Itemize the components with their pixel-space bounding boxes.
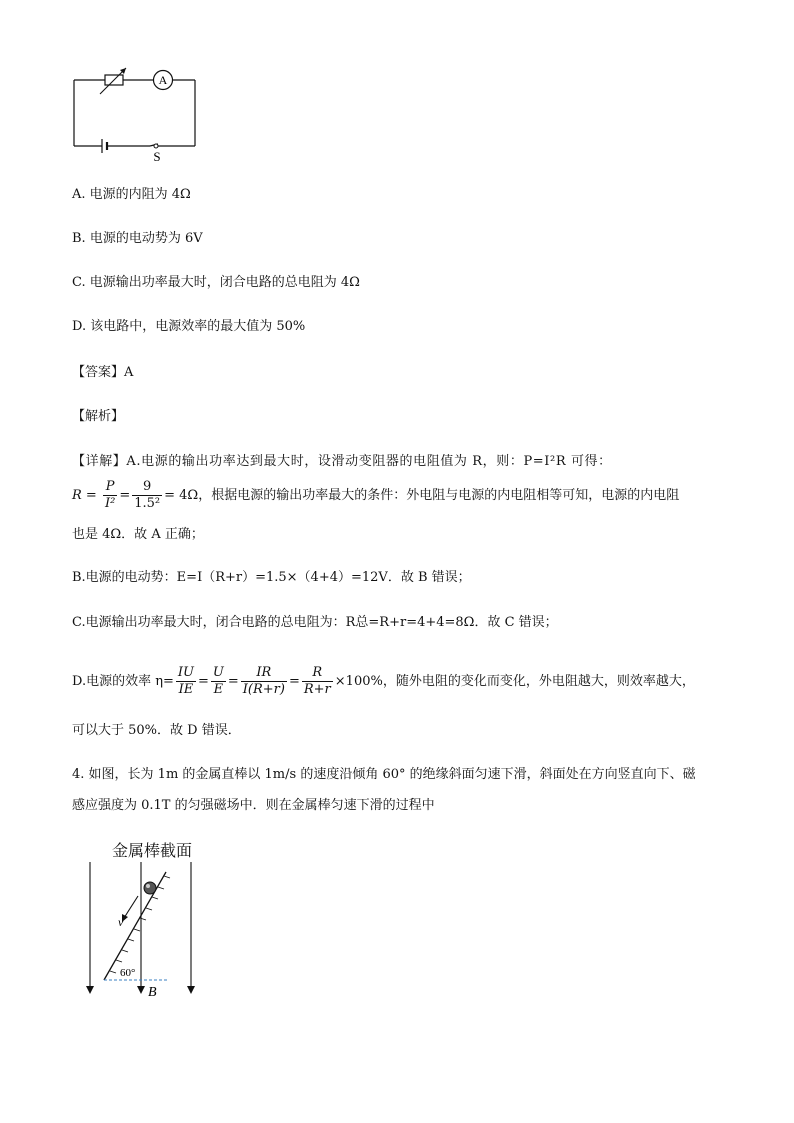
d-frac-3: $\frac{IR}{I(R+r)}$ <box>242 665 285 697</box>
detail-text-1: A.电源的输出功率达到最大时，设滑动变阻器的电阻值为 R，则：P=I²R 可得： <box>126 454 612 469</box>
option-d: D. 该电路中，电源效率的最大值为 50% <box>72 319 306 334</box>
d-frac-4: $\frac{R}{R+r}$ <box>303 665 331 697</box>
answer-line <box>72 364 133 382</box>
answer-value: A <box>124 365 134 380</box>
question4-line-2: 感应强度为 0.1T 的匀强磁场中．则在金属棒匀速下滑的过程中 <box>72 798 435 813</box>
analysis-tag: 【解析】 <box>72 409 125 424</box>
ammeter-label: A <box>158 73 168 87</box>
d-suffix: ×100%，随外电阻的变化而变化，外电阻越大，则效率越大， <box>334 674 695 689</box>
detail-line-2: R = $\frac{P}{\text{I²}}$ = $\frac{9}{\text{1.5²}}$ = 4Ω，根据电源的输出功率最大的条件：外电阻与电源的内电阻相等可知，电源的内电阻 <box>72 479 680 511</box>
field-label: B <box>148 985 157 1000</box>
rod-cross-section <box>144 882 156 894</box>
detail-c: C.电源输出功率最大时，闭合电路的总电阻为：R总=R+r=4+4=8Ω．故 C 错误； <box>72 615 558 630</box>
circuit-diagram <box>60 62 210 166</box>
detail-line-3: 也是 4Ω．故 A 正确； <box>72 527 204 542</box>
detail-text-2: ，根据电源的输出功率最大的条件：外电阻与电源的内电阻相等可知，电源的内电阻 <box>198 488 680 503</box>
eq-rhs: = 4Ω <box>164 488 199 503</box>
detail-d-1: D.电源的效率 η= $\frac{IU}{IE}$ = $\frac{U}{E}$ = $\frac{IR}{I(R+r)}$ = $\frac{R}{R+r}$ ×100%，随外电阻的变化而变化，外电阻越大，则效率越大， <box>72 665 695 697</box>
velocity-label: v <box>118 915 124 929</box>
angle-label: 60° <box>120 967 136 979</box>
option-c: C. 电源输出功率最大时，闭合电路的总电阻为 4Ω <box>72 275 360 290</box>
d-frac-2: $\frac{U}{E}$ <box>212 665 224 697</box>
incline-diagram <box>80 860 210 1005</box>
switch-label: S <box>153 149 161 164</box>
detail-tag: 【详解】 <box>72 454 127 469</box>
question4-line-1: 4. 如图，长为 1m 的金属直棒以 1m/s 的速度沿倾角 60° 的绝缘斜面匀速下滑，斜面处在方向竖直向下、磁 <box>72 767 696 782</box>
d-frac-1: $\frac{IU}{IE}$ <box>177 665 194 697</box>
detail-b: B.电源的电动势：E=I（R+r）=1.5×（4+4）=12V．故 B 错误； <box>72 570 471 585</box>
eq-lhs: R = <box>72 488 97 503</box>
option-a: A. 电源的内阻为 4Ω <box>72 187 191 202</box>
eq-frac-2: $\frac{9}{\text{1.5²}}$ <box>134 479 161 511</box>
detail-d-2: 可以大于 50%．故 D 错误． <box>72 723 241 738</box>
figure2-title: 金属棒截面 <box>112 841 193 860</box>
option-b: B. 电源的电动势为 6V <box>72 231 203 246</box>
answer-tag: 【答案】 <box>72 365 125 380</box>
detail-line-1 <box>72 453 612 471</box>
d-prefix: D.电源的效率 η= <box>72 674 174 689</box>
eq-frac-1: $\frac{P}{\text{I²}}$ <box>104 479 116 511</box>
